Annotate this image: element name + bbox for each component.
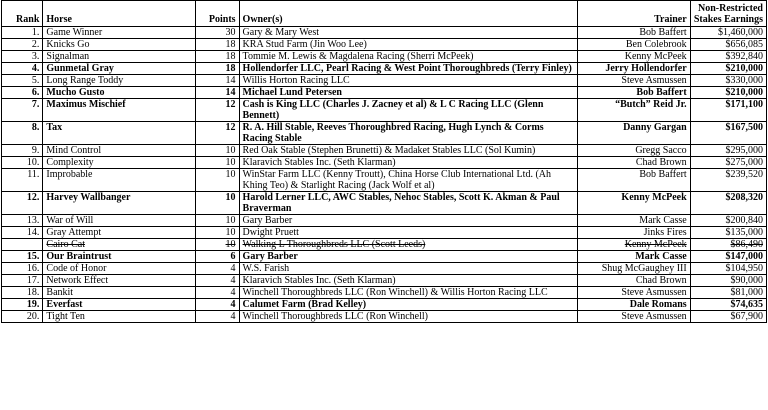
header-horse: Horse [43, 1, 196, 27]
trainer-cell: Gregg Sacco [578, 145, 690, 157]
rank-cell: 13. [2, 215, 43, 227]
points-cell: 10 [195, 227, 239, 239]
trainer-cell: Shug McGaughey III [578, 263, 690, 275]
owner-cell: Gary & Mary West [239, 27, 578, 39]
horse-cell: Everfast [43, 299, 196, 311]
points-cell: 30 [195, 27, 239, 39]
rank-cell: 15. [2, 251, 43, 263]
header-owners: Owner(s) [239, 1, 578, 27]
table-row [2, 157, 767, 169]
horse-cell: Tax [43, 122, 196, 145]
trainer-cell: Steve Asmussen [578, 311, 690, 323]
owner-cell: Gary Barber [239, 251, 578, 263]
rank-cell: 7. [2, 99, 43, 122]
table-row [2, 99, 767, 122]
owner-cell: Dwight Pruett [239, 227, 578, 239]
owner-cell: Walking L Thoroughbreds LLC (Scott Leeds) [239, 239, 578, 251]
table-row [2, 287, 767, 299]
table-row [2, 39, 767, 51]
horse-cell: Our Braintrust [43, 251, 196, 263]
earnings-cell: $67,900 [690, 311, 766, 323]
rank-cell: 8. [2, 122, 43, 145]
table-row [2, 263, 767, 275]
rank-cell: 3. [2, 51, 43, 63]
earnings-cell: $86,490 [690, 239, 766, 251]
owner-cell: KRA Stud Farm (Jin Woo Lee) [239, 39, 578, 51]
table-row [2, 122, 767, 145]
header-points: Points [195, 1, 239, 27]
trainer-cell: Kenny McPeek [578, 239, 690, 251]
horse-cell: Knicks Go [43, 39, 196, 51]
earnings-cell: $656,085 [690, 39, 766, 51]
table-row [2, 145, 767, 157]
owner-cell: Tommie M. Lewis & Magdalena Racing (Sherri McPeek) [239, 51, 578, 63]
table-row [2, 227, 767, 239]
owner-cell: R. A. Hill Stable, Reeves Thoroughbred Racing, Hugh Lynch & Corms Racing Stable [239, 122, 578, 145]
trainer-cell: Bob Baffert [578, 169, 690, 192]
points-cell: 10 [195, 239, 239, 251]
horse-cell: War of Will [43, 215, 196, 227]
trainer-cell: Bob Baffert [578, 27, 690, 39]
trainer-cell: Mark Casse [578, 215, 690, 227]
rank-cell: 5. [2, 75, 43, 87]
table-row [2, 299, 767, 311]
points-cell: 14 [195, 87, 239, 99]
trainer-cell: Kenny McPeek [578, 192, 690, 215]
points-cell: 10 [195, 215, 239, 227]
trainer-cell: Steve Asmussen [578, 75, 690, 87]
owner-cell: W.S. Farish [239, 263, 578, 275]
earnings-cell: $275,000 [690, 157, 766, 169]
header-earnings-line2: Stakes Earnings [693, 14, 763, 25]
owner-cell: Calumet Farm (Brad Kelley) [239, 299, 578, 311]
points-cell: 10 [195, 169, 239, 192]
points-cell: 14 [195, 75, 239, 87]
owner-cell: Cash is King LLC (Charles J. Zacney et al) & L C Racing LLC (Glenn Bennett) [239, 99, 578, 122]
rank-cell: 16. [2, 263, 43, 275]
owner-cell: WinStar Farm LLC (Kenny Troutt), China Horse Club International Ltd. (Ah Khing Teo) & Starlight Racing (Jack Wolf et al) [239, 169, 578, 192]
header-earnings [690, 1, 766, 27]
rank-cell: 11. [2, 169, 43, 192]
earnings-cell: $295,000 [690, 145, 766, 157]
owner-cell: Willis Horton Racing LLC [239, 75, 578, 87]
table-row [2, 51, 767, 63]
rank-cell: 9. [2, 145, 43, 157]
header-rank: Rank [2, 1, 43, 27]
points-cell: 10 [195, 192, 239, 215]
horse-cell: Maximus Mischief [43, 99, 196, 122]
points-cell: 12 [195, 99, 239, 122]
horse-cell: Game Winner [43, 27, 196, 39]
rank-cell: 12. [2, 192, 43, 215]
owner-cell: Winchell Thoroughbreds LLC (Ron Winchell) [239, 311, 578, 323]
earnings-cell: $171,100 [690, 99, 766, 122]
horse-cell: Signalman [43, 51, 196, 63]
table-row [2, 215, 767, 227]
horse-cell: Bankit [43, 287, 196, 299]
points-cell: 4 [195, 275, 239, 287]
rank-cell: 1. [2, 27, 43, 39]
trainer-cell: Ben Colebrook [578, 39, 690, 51]
trainer-cell: Chad Brown [578, 157, 690, 169]
owner-cell: Winchell Thoroughbreds LLC (Ron Winchell) & Willis Horton Racing LLC [239, 287, 578, 299]
rank-cell: 6. [2, 87, 43, 99]
horse-cell: Tight Ten [43, 311, 196, 323]
earnings-cell: $208,320 [690, 192, 766, 215]
table-row [2, 169, 767, 192]
earnings-cell: $1,460,000 [690, 27, 766, 39]
points-cell: 6 [195, 251, 239, 263]
owner-cell: Red Oak Stable (Stephen Brunetti) & Madaket Stables LLC (Sol Kumin) [239, 145, 578, 157]
horse-cell: Cairo Cat [43, 239, 196, 251]
header-earnings-line1: Non-Restricted [698, 3, 763, 14]
earnings-cell: $167,500 [690, 122, 766, 145]
earnings-cell: $74,635 [690, 299, 766, 311]
standings-table [1, 0, 767, 323]
table-row [2, 87, 767, 99]
points-cell: 18 [195, 39, 239, 51]
earnings-cell: $210,000 [690, 87, 766, 99]
table-row [2, 239, 767, 251]
rank-cell: 18. [2, 287, 43, 299]
table-body [2, 27, 767, 323]
earnings-cell: $210,000 [690, 63, 766, 75]
earnings-cell: $200,840 [690, 215, 766, 227]
rank-cell: 10. [2, 157, 43, 169]
points-cell: 10 [195, 157, 239, 169]
horse-cell: Harvey Wallbanger [43, 192, 196, 215]
horse-cell: Improbable [43, 169, 196, 192]
table-row [2, 311, 767, 323]
horse-cell: Code of Honor [43, 263, 196, 275]
trainer-cell: “Butch” Reid Jr. [578, 99, 690, 122]
rank-cell: 17. [2, 275, 43, 287]
owner-cell: Hollendorfer LLC, Pearl Racing & West Point Thoroughbreds (Terry Finley) [239, 63, 578, 75]
rank-cell: 20. [2, 311, 43, 323]
earnings-cell: $147,000 [690, 251, 766, 263]
table-row [2, 75, 767, 87]
owner-cell: Klaravich Stables Inc. (Seth Klarman) [239, 157, 578, 169]
horse-cell: Gray Attempt [43, 227, 196, 239]
trainer-cell: Jerry Hollendorfer [578, 63, 690, 75]
horse-cell: Mucho Gusto [43, 87, 196, 99]
earnings-cell: $90,000 [690, 275, 766, 287]
trainer-cell: Danny Gargan [578, 122, 690, 145]
points-cell: 18 [195, 63, 239, 75]
rank-cell: 14. [2, 227, 43, 239]
table-row [2, 192, 767, 215]
earnings-cell: $135,000 [690, 227, 766, 239]
horse-cell: Long Range Toddy [43, 75, 196, 87]
points-cell: 4 [195, 311, 239, 323]
rank-cell [2, 239, 43, 251]
trainer-cell: Dale Romans [578, 299, 690, 311]
owner-cell: Michael Lund Petersen [239, 87, 578, 99]
table-row [2, 27, 767, 39]
header-trainer: Trainer [578, 1, 690, 27]
points-cell: 10 [195, 145, 239, 157]
horse-cell: Network Effect [43, 275, 196, 287]
rank-cell: 2. [2, 39, 43, 51]
trainer-cell: Mark Casse [578, 251, 690, 263]
header-row [2, 1, 767, 27]
table-row [2, 63, 767, 75]
trainer-cell: Steve Asmussen [578, 287, 690, 299]
horse-cell: Gunmetal Gray [43, 63, 196, 75]
points-cell: 4 [195, 287, 239, 299]
points-cell: 4 [195, 263, 239, 275]
horse-cell: Mind Control [43, 145, 196, 157]
horse-cell: Complexity [43, 157, 196, 169]
owner-cell: Harold Lerner LLC, AWC Stables, Nehoc Stables, Scott K. Akman & Paul Braverman [239, 192, 578, 215]
rank-cell: 19. [2, 299, 43, 311]
table-row [2, 251, 767, 263]
earnings-cell: $392,840 [690, 51, 766, 63]
trainer-cell: Bob Baffert [578, 87, 690, 99]
trainer-cell: Jinks Fires [578, 227, 690, 239]
trainer-cell: Kenny McPeek [578, 51, 690, 63]
points-cell: 18 [195, 51, 239, 63]
earnings-cell: $104,950 [690, 263, 766, 275]
owner-cell: Gary Barber [239, 215, 578, 227]
earnings-cell: $330,000 [690, 75, 766, 87]
earnings-cell: $81,000 [690, 287, 766, 299]
points-cell: 12 [195, 122, 239, 145]
owner-cell: Klaravich Stables Inc. (Seth Klarman) [239, 275, 578, 287]
trainer-cell: Chad Brown [578, 275, 690, 287]
table-row [2, 275, 767, 287]
points-cell: 4 [195, 299, 239, 311]
earnings-cell: $239,520 [690, 169, 766, 192]
rank-cell: 4. [2, 63, 43, 75]
